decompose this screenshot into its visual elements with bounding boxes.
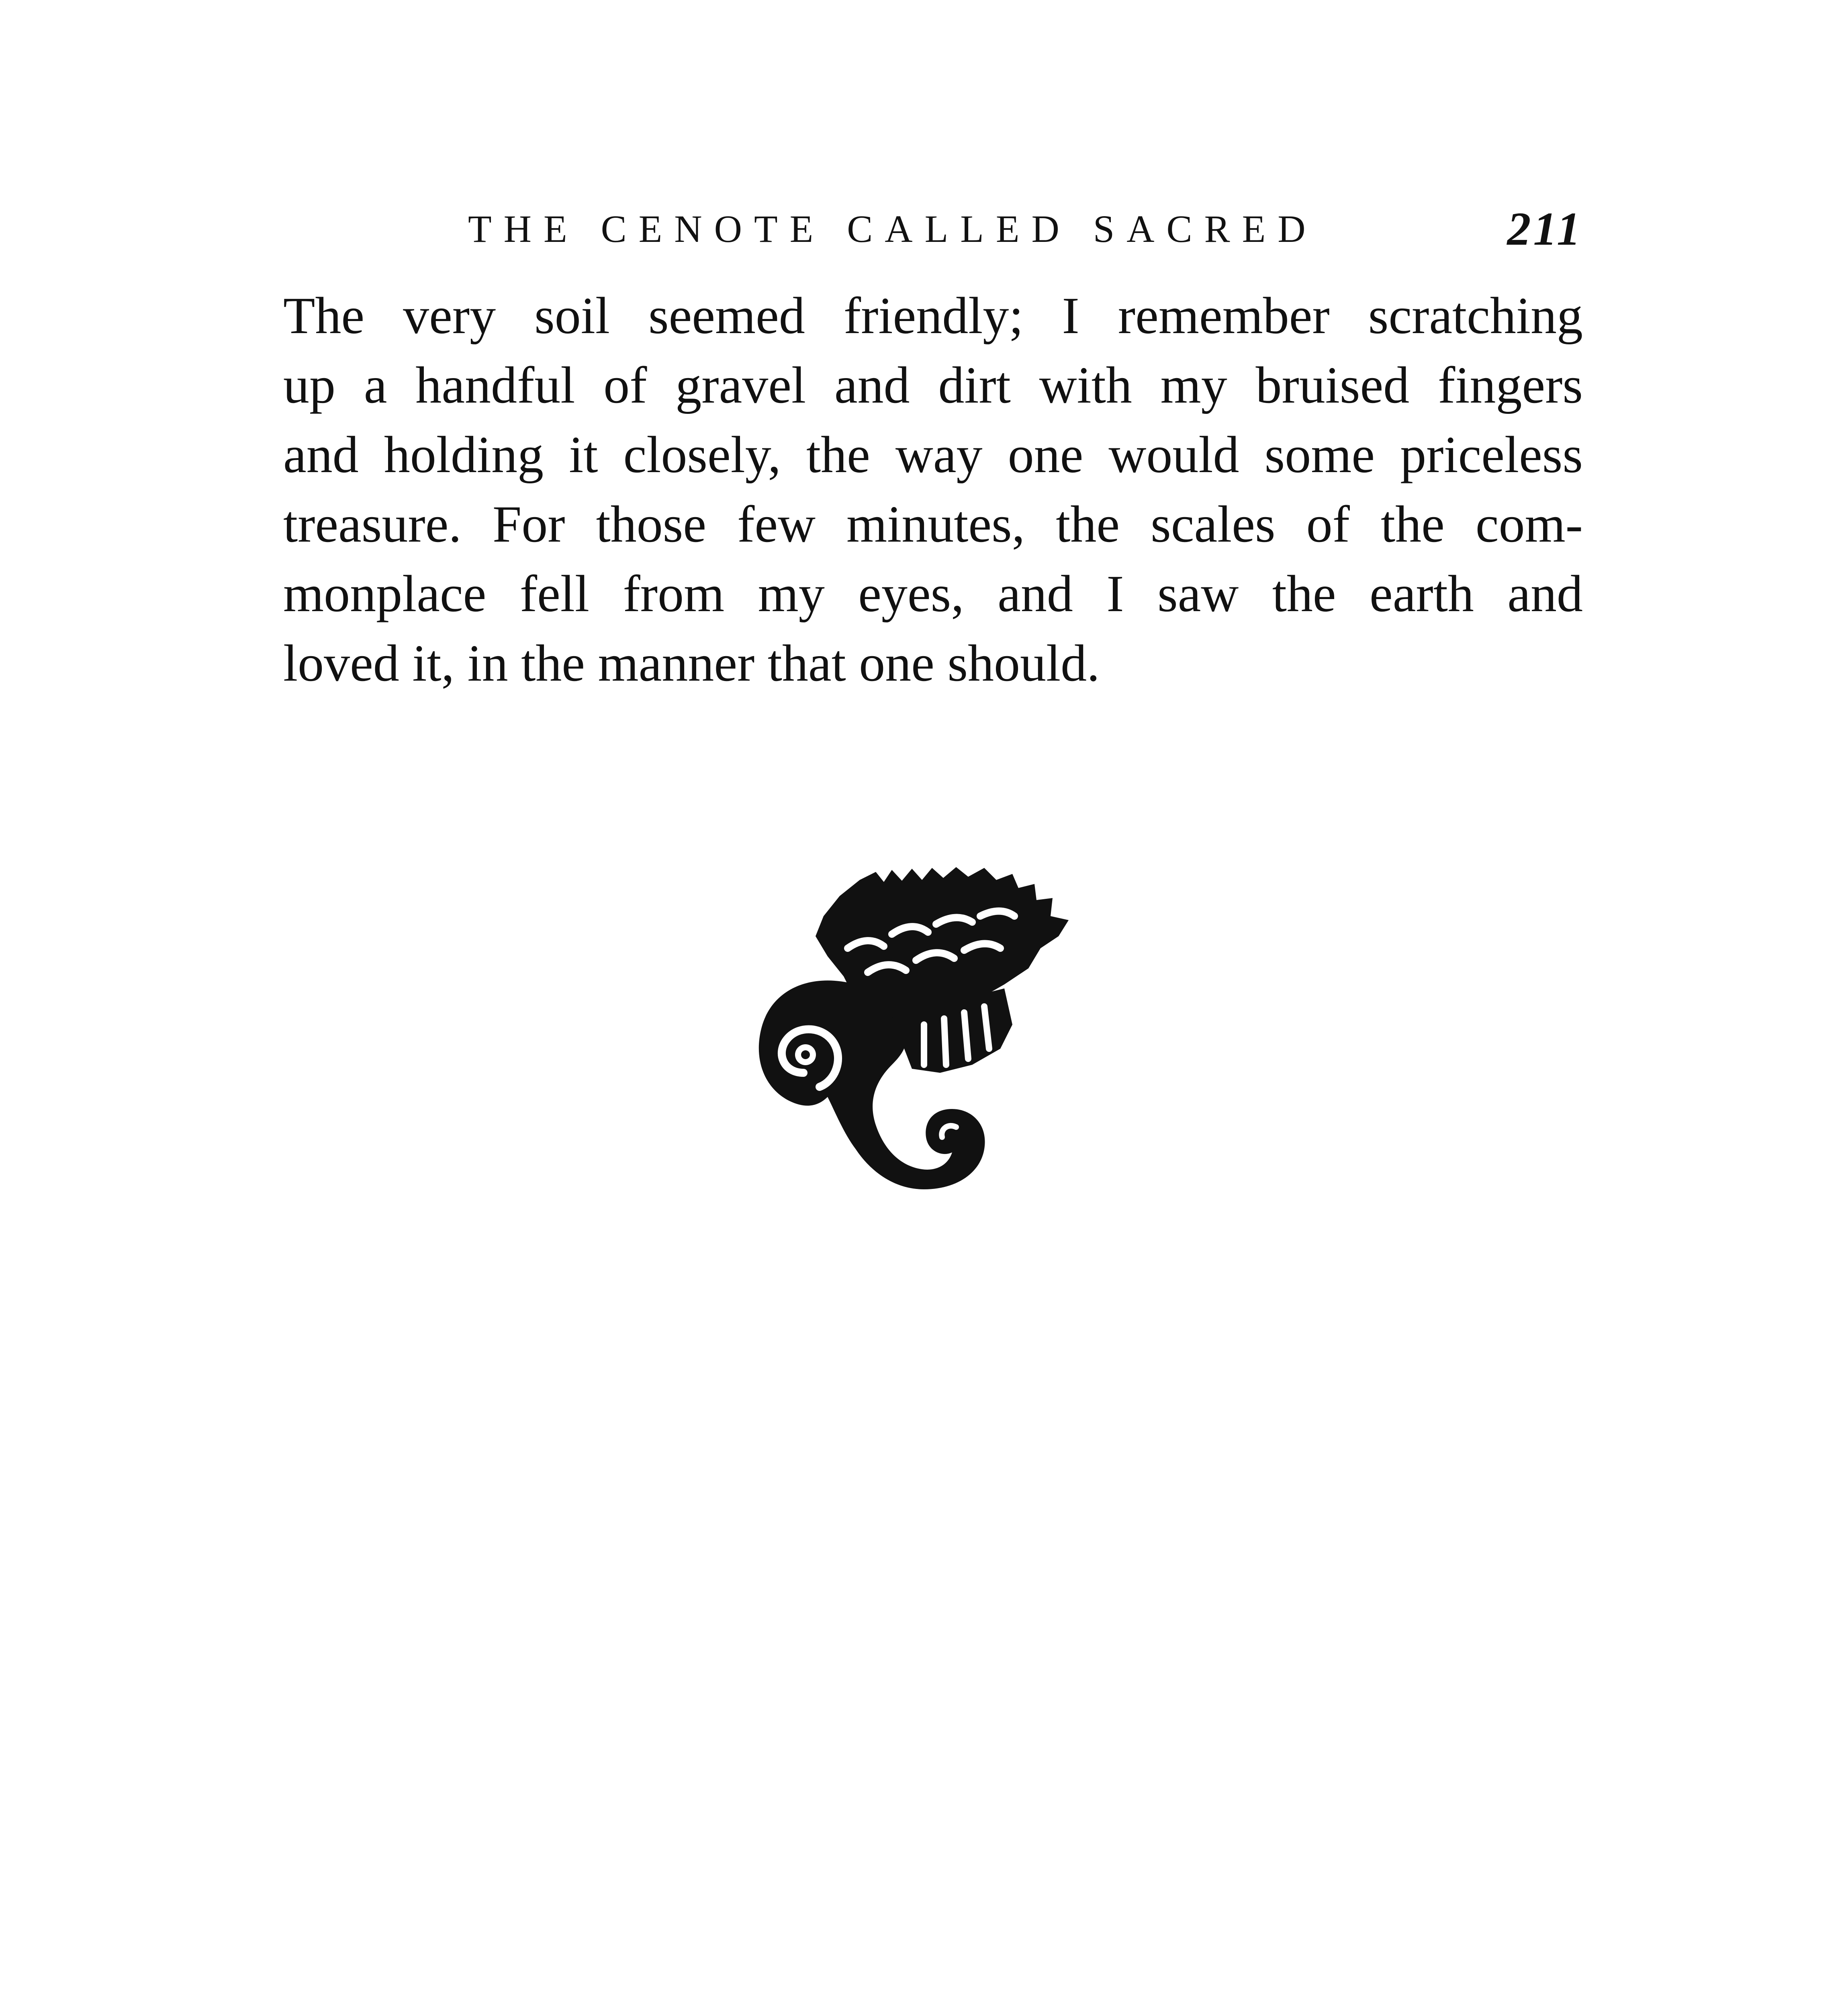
maya-feathered-serpent-glyph-icon — [723, 856, 1117, 1217]
body-paragraph — [283, 281, 1583, 698]
text-line: treasure. For those few minutes, the scales of the com- — [283, 495, 1583, 553]
text-line: up a handful of gravel and dirt with my bruised fingers — [283, 356, 1583, 414]
running-head — [283, 203, 1583, 255]
running-title: THE CENOTE CALLED SACRED — [468, 207, 1318, 250]
text-line: and holding it closely, the way one would some priceless — [283, 426, 1583, 484]
page-number: 211 — [1507, 203, 1583, 255]
text-line: The very soil seemed friendly; I remember scratching — [283, 287, 1583, 345]
text-line: loved it, in the manner that one should. — [283, 634, 1100, 692]
text-line: monplace fell from my eyes, and I saw the earth and — [283, 565, 1583, 623]
